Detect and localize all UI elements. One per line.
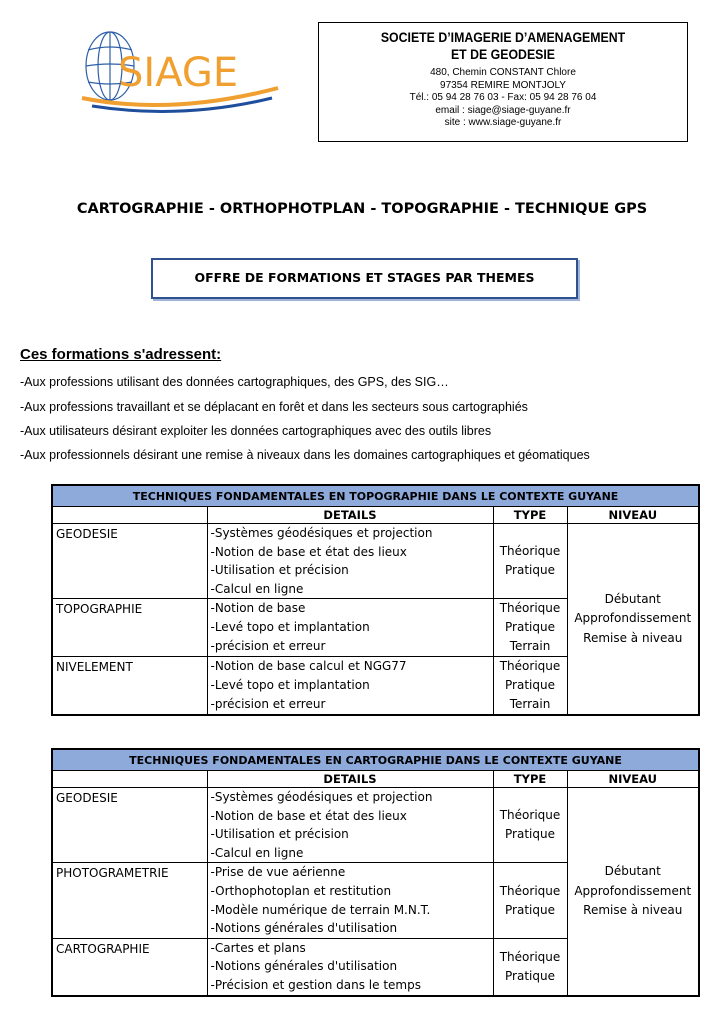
header-type: TYPE [493,507,567,524]
theme-cell: NIVELEMENT [52,657,207,716]
table-title: TECHNIQUES FONDAMENTALES EN TOPOGRAPHIE DANS LE CONTEXTE GUYANE [52,485,699,507]
table-title: TECHNIQUES FONDAMENTALES EN CARTOGRAPHIE DANS LE CONTEXTE GUYANE [52,749,699,771]
topographie-table [51,484,700,716]
details-cell: -Notion de base calcul et NGG77 -Levé topo et implantation -précision et erreur [207,657,493,716]
type-cell: Théorique Pratique [493,524,567,599]
type-cell: Théorique Pratique Terrain [493,657,567,716]
email: email : siage@siage-guyane.fr [435,104,571,116]
company-address [319,67,687,130]
type-cell: Théorique Pratique [493,788,567,863]
niveau-cell: Débutant Approfondissement Remise à niveau [567,788,699,996]
cartographie-table [51,748,700,997]
theme-cell: GEODESIE [52,788,207,863]
phone-fax: Tél.: 05 94 28 76 03 - Fax: 05 94 28 76 04 [409,92,597,103]
audience-item: -Aux utilisateurs désirant exploiter les données cartographiques avec des outils libres [20,424,492,438]
audience-heading: Ces formations s'adressent: [20,346,222,363]
theme-cell: GEODESIE [52,524,207,599]
theme-cell: CARTOGRAPHIE [52,938,207,995]
logo-text: SIAGE [118,50,239,96]
main-title: CARTOGRAPHIE - ORTHOPHOTPLAN - TOPOGRAPHIE - TECHNIQUE GPS [76,201,648,217]
table-row [52,524,699,599]
type-cell: Théorique Pratique [493,863,567,938]
website: site : www.siage-guyane.fr [444,117,562,128]
details-cell: -Notion de base -Levé topo et implantation -précision et erreur [207,599,493,657]
niveau-cell: Débutant Approfondissement Remise à niveau [567,524,699,716]
details-cell: -Prise de vue aérienne -Orthophotoplan et restitution -Modèle numérique de terrain M.N.T. -Notions générales d'utilisation [207,863,493,938]
details-cell: -Cartes et plans -Notions générales d'utilisation -Précision et gestion dans le temps [207,938,493,995]
header-niveau: NIVEAU [567,507,699,524]
details-cell: -Systèmes géodésiques et projection -Notion de base et état des lieux -Utilisation et précision -Calcul en ligne [207,524,493,599]
company-name: SOCIETE D’IMAGERIE D’AMENAGEMENT ET DE GEODESIE [380,29,626,62]
offer-title: OFFRE DE FORMATIONS ET STAGES PAR THEMES [151,258,578,299]
audience-item: -Aux professions utilisant des données cartographiques, des GPS, des SIG… [20,375,449,389]
theme-cell: PHOTOGRAMETRIE [52,863,207,938]
header-niveau: NIVEAU [567,771,699,788]
address-city: 97354 REMIRE MONTJOLY [440,79,566,91]
theme-cell: TOPOGRAPHIE [52,599,207,657]
header-details: DETAILS [207,507,493,524]
header-type: TYPE [493,771,567,788]
audience-item: -Aux professionnels désirant une remise à niveaux dans les domaines cartographiques et géomatiques [20,448,590,462]
address-street: 480, Chemin CONSTANT Chlore [430,67,576,78]
siage-logo [72,24,284,120]
header-theme [52,771,207,788]
company-info-box [318,22,688,142]
audience-item: -Aux professions travaillant et se déplacant en forêt et dans les secteurs sous cartographiés [20,400,528,414]
type-cell: Théorique Pratique Terrain [493,599,567,657]
header-details: DETAILS [207,771,493,788]
header-theme [52,507,207,524]
details-cell: -Systèmes géodésiques et projection -Notion de base et état des lieux -Utilisation et précision -Calcul en ligne [207,788,493,863]
type-cell: Théorique Pratique [493,938,567,995]
table-row [52,788,699,863]
